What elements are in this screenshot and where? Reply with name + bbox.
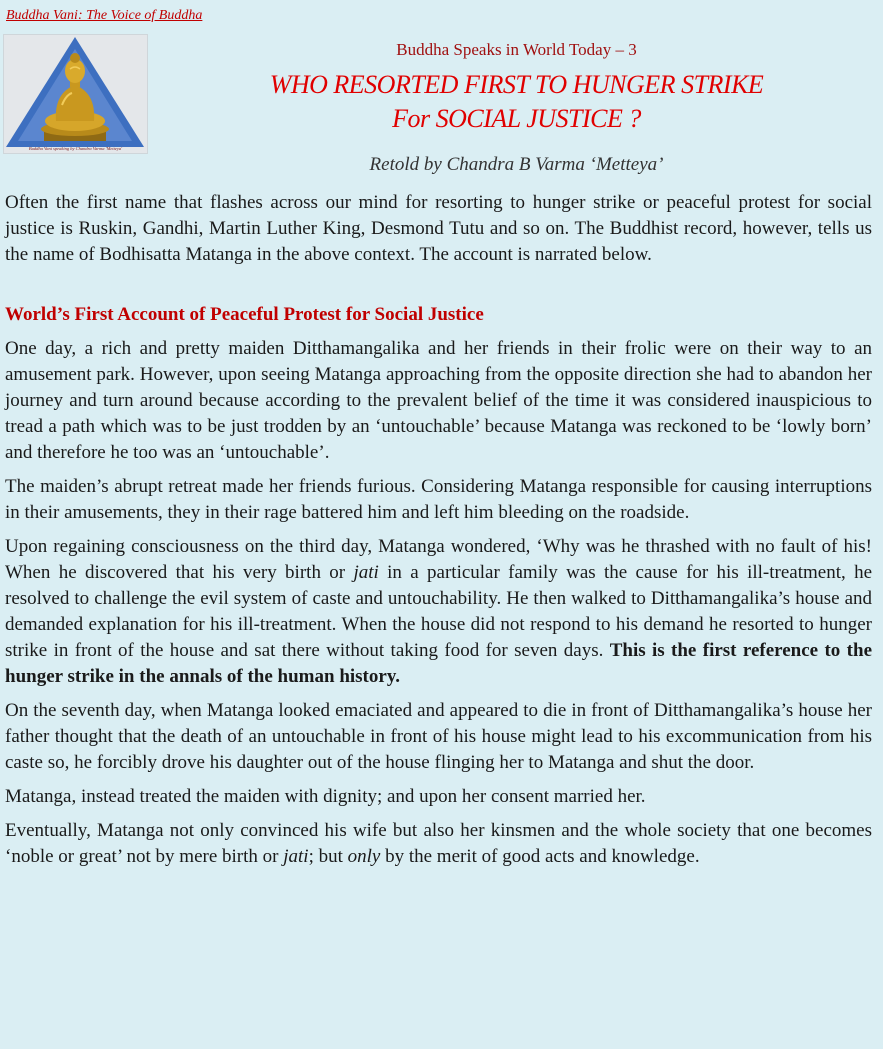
paragraph-1: One day, a rich and pretty maiden Ditthamangalika and her friends in their frolic were on their way to an amusement park. However, upon seeing Matanga approaching from the opposite direction she had to abandon her journey and turn around because according to the prevalent belief of the time it was considered inauspicious to tread a path which was to be just trodden by an ‘untouchable’ because Matanga was reckoned to be ‘lowly born’ and therefore he too was an ‘untouchable’.	[5, 338, 872, 463]
paragraph-6-only: only	[347, 846, 381, 867]
paragraph-6-text-b: ; but	[308, 846, 348, 867]
paragraph-6-text-a: Eventually, Matanga not only convinced his wife but also her kinsmen and the whole society that one becomes ‘noble or great’ not by mere birth or	[5, 820, 872, 867]
title-line-1: WHO RESORTED FIRST TO HUNGER STRIKE	[269, 70, 764, 99]
paragraph-3-text-b: in a particular family was the cause for his ill-treatment, he resolved to challenge the evil system of caste and untouchability. He then walked to Ditthamangalika’s house and demanded explanation for his ill-treatment. When the house did not respond to his demand he resorted to hunger strike in front of the house and sat there without taking food for seven days.	[5, 562, 873, 661]
article-body	[5, 190, 872, 878]
article-byline: Retold by Chandra B Varma ‘Metteya’	[369, 154, 664, 175]
series-label: Buddha Speaks in World Today – 3	[396, 40, 637, 59]
paragraph-6-jati: jati	[283, 846, 309, 867]
section-heading: World’s First Account of Peaceful Protest for Social Justice	[5, 304, 484, 325]
title-line-2: For SOCIAL JUSTICE ?	[392, 104, 641, 133]
site-title-link[interactable]: Buddha Vani: The Voice of Buddha	[6, 8, 203, 23]
intro-paragraph: Often the first name that flashes across our mind for resorting to hunger strike or peaceful protest for social justice is Ruskin, Gandhi, Martin Luther King, Desmond Tutu and so on. The Buddhist record, however, tells us the name of Bodhisatta Matanga in the above context. The account is narrated below.	[5, 192, 872, 265]
paragraph-5: Matanga, instead treated the maiden with dignity; and upon her consent married her.	[5, 786, 646, 807]
paragraph-6	[5, 818, 872, 870]
image-caption: Buddha Vani speaking by Chandra Varma 'Metteya'	[28, 146, 123, 151]
buddha-statue-illustration	[4, 35, 147, 153]
buddha-statue-image	[3, 34, 148, 154]
paragraph-4: On the seventh day, when Matanga looked emaciated and appeared to die in front of Ditthamangalika’s house her father thought that the death of an untouchable in front of his house might lead to his excommunication from his caste so, he forcibly drove his daughter out of the house flinging her to Matanga and shut the door.	[5, 700, 872, 773]
paragraph-3	[5, 534, 872, 690]
paragraph-3-text-a: Upon regaining consciousness on the third day, Matanga wondered, ‘Why was he thrashed with no fault of his! When he discovered that his very birth or	[5, 536, 872, 583]
paragraph-6-text-c: by the merit of good acts and knowledge.	[380, 846, 700, 867]
paragraph-2: The maiden’s abrupt retreat made her friends furious. Considering Matanga responsible for causing interruptions in their amusements, they in their rage battered him and left him bleeding on the roadside.	[5, 476, 872, 523]
article-title	[150, 68, 883, 136]
paragraph-3-emphasis: This is the first reference to the hunger strike in the annals of the human history.	[5, 640, 872, 687]
paragraph-3-jati: jati	[353, 562, 379, 583]
